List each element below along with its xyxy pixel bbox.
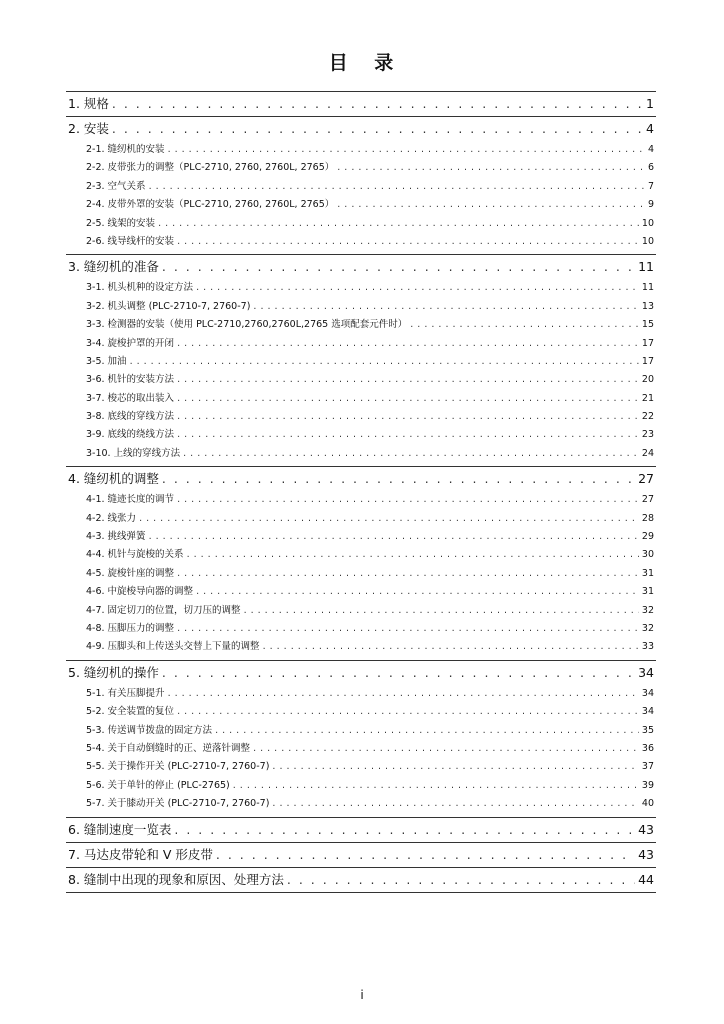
toc-subsection-entry[interactable]: [66, 583, 656, 601]
dot-leader: [177, 408, 639, 426]
dot-leader: [272, 758, 638, 776]
toc-entry-label: 3-7. 梭芯的取出装入: [86, 392, 175, 404]
toc-page-number: 11: [641, 282, 654, 294]
dot-leader: [337, 196, 645, 214]
toc-page-number: 21: [641, 392, 654, 404]
dot-leader: [177, 491, 639, 509]
toc-entry-label: 3-6. 机针的安装方法: [86, 374, 175, 386]
toc-subsection-entry[interactable]: [66, 528, 656, 546]
toc-chapter-entry[interactable]: [66, 117, 656, 141]
toc-subsection-entry[interactable]: [66, 298, 656, 316]
dot-leader: [177, 335, 639, 353]
dot-leader: [168, 141, 645, 159]
toc-entry-label: 1. 规格: [68, 96, 109, 111]
dot-leader: [139, 510, 639, 528]
toc-page-number: 23: [641, 429, 654, 441]
toc-entry-label: 4-3. 挑线弹簧: [86, 531, 146, 543]
toc-subsection-entry[interactable]: [66, 620, 656, 638]
toc-subsection-entry[interactable]: [66, 353, 656, 371]
dot-leader: [177, 703, 639, 721]
toc-page-number: 34: [638, 664, 654, 680]
toc-subsection-entry[interactable]: [66, 335, 656, 353]
dot-leader: [272, 795, 638, 813]
toc-page-number: 30: [641, 549, 654, 561]
dot-leader: [162, 467, 635, 491]
toc-entry-label: 4-7. 固定切刀的位置，切刀压的调整: [86, 604, 241, 616]
toc-subsection-entry[interactable]: [66, 703, 656, 721]
dot-leader: [287, 868, 635, 892]
footer-page-number: i: [360, 988, 364, 1002]
toc-page-number: 17: [641, 337, 654, 349]
dot-leader: [149, 178, 645, 196]
dot-leader: [263, 638, 639, 656]
toc-page-number: 34: [641, 706, 654, 718]
toc-page-number: 10: [641, 235, 654, 247]
toc-page-number: 40: [641, 798, 654, 810]
dot-leader: [177, 371, 639, 389]
toc-entry-label: 2. 安装: [68, 121, 109, 136]
dot-leader: [112, 117, 643, 141]
toc-page-number: 6: [647, 162, 654, 174]
toc-list: [66, 91, 656, 893]
toc-subsection-entry[interactable]: [66, 546, 656, 564]
toc-section: [66, 842, 656, 867]
toc-entry-label: 6. 缝制速度一览表: [68, 821, 172, 837]
toc-subsection-entry[interactable]: [66, 141, 656, 159]
dot-leader: [233, 777, 639, 795]
dot-leader: [253, 298, 638, 316]
toc-entry-label: 2-5. 线架的安装: [86, 217, 156, 229]
toc-subsection-entry[interactable]: [66, 565, 656, 583]
toc-entry-label: 3-4. 旋梭护罩的开闭: [86, 337, 175, 349]
toc-page-number: 1: [646, 96, 654, 111]
toc-subsection-entry[interactable]: [66, 390, 656, 408]
toc-page-number: 24: [641, 447, 654, 459]
dot-leader: [187, 546, 639, 564]
toc-page-number: 7: [647, 180, 654, 192]
toc-chapter-entry[interactable]: [66, 818, 656, 842]
dot-leader: [162, 661, 635, 685]
toc-page-number: 31: [641, 586, 654, 598]
toc-subsection-entry[interactable]: [66, 510, 656, 528]
toc-entry-label: 2-1. 缝纫机的安装: [86, 144, 165, 155]
toc-subsection-entry[interactable]: [66, 233, 656, 251]
toc-chapter-entry[interactable]: [66, 92, 656, 116]
toc-entry-label: 3-2. 机头调整 (PLC-2710-7, 2760-7): [86, 300, 251, 312]
toc-entry-label: 3-9. 底线的绕线方法: [86, 429, 175, 441]
toc-entry-label: 5-2. 安全装置的复位: [86, 706, 175, 718]
toc-chapter-entry[interactable]: [66, 467, 656, 491]
toc-entry-label: 3. 缝纫机的准备: [68, 259, 159, 275]
toc-page-number: 43: [638, 821, 654, 837]
dot-leader: [337, 159, 645, 177]
toc-entry-label: 5-3. 传送调节拨盘的固定方法: [86, 724, 213, 736]
toc-subsection-entry[interactable]: [66, 371, 656, 389]
toc-subsection-entry[interactable]: [66, 795, 656, 813]
dot-leader: [162, 255, 635, 279]
toc-entry-label: 2-6. 线导线杆的安装: [86, 235, 175, 247]
toc-subsection-entry[interactable]: [66, 279, 656, 297]
toc-subsection-entry[interactable]: [66, 426, 656, 444]
toc-section: [66, 466, 656, 660]
toc-page-number: 17: [641, 355, 654, 367]
toc-page-number: 27: [638, 471, 654, 487]
table-of-contents: [66, 48, 656, 893]
toc-page-number: 43: [638, 846, 654, 862]
toc-subsection-entry[interactable]: [66, 740, 656, 758]
toc-subsection-entry[interactable]: [66, 722, 656, 740]
toc-entry-label: 5-7. 关于膝动开关 (PLC-2710-7, 2760-7): [86, 798, 270, 810]
toc-subsection-entry[interactable]: [66, 638, 656, 656]
toc-entry-label: 4-4. 机针与旋梭的关系: [86, 549, 184, 561]
toc-entry-label: 3-3. 检测器的安装（使用 PLC-2710,2760,2760L,2765 选项配套元件时）: [86, 319, 408, 331]
toc-page-number: 20: [641, 374, 654, 386]
toc-page-number: 33: [641, 641, 654, 653]
toc-subsection-entry[interactable]: [66, 316, 656, 334]
toc-page-number: 31: [641, 567, 654, 579]
toc-entry-label: 4-6. 中旋梭导向器的调整: [86, 586, 194, 598]
dot-leader: [196, 583, 639, 601]
dot-leader: [174, 818, 635, 842]
toc-page-number: 29: [641, 531, 654, 543]
toc-entry-label: 3-1. 机头机种的设定方法: [86, 282, 194, 294]
toc-entry-label: 8. 缝制中出现的现象和原因、处理方法: [68, 871, 284, 887]
dot-leader: [158, 215, 639, 233]
toc-entry-label: 2-4. 皮带外罩的安装（PLC-2710, 2760, 2760L, 2765）: [86, 199, 335, 211]
toc-page-number: 15: [641, 319, 654, 331]
dot-leader: [177, 426, 639, 444]
toc-page-number: 11: [638, 259, 654, 275]
toc-page-number: 37: [641, 761, 654, 773]
toc-entry-label: 3-5. 加油: [86, 355, 127, 367]
toc-page-number: 4: [646, 121, 654, 136]
toc-subsection-entry[interactable]: [66, 408, 656, 426]
toc-entry-label: 4-5. 旋梭针座的调整: [86, 567, 175, 579]
dot-leader: [177, 390, 639, 408]
toc-subsection-entry[interactable]: [66, 215, 656, 233]
toc-section: [66, 254, 656, 466]
toc-subsection-entry[interactable]: [66, 445, 656, 463]
toc-entry-label: 4-2. 线张力: [86, 512, 137, 524]
toc-page-number: 36: [641, 742, 654, 754]
toc-entry-label: 3-10. 上线的穿线方法: [86, 447, 181, 459]
dot-leader: [177, 620, 639, 638]
toc-entry-label: 4-8. 压脚压力的调整: [86, 622, 175, 634]
toc-page-number: 44: [638, 871, 654, 887]
toc-section: [66, 116, 656, 254]
toc-section: [66, 817, 656, 842]
dot-leader: [196, 279, 639, 297]
toc-entry-label: 3-8. 底线的穿线方法: [86, 411, 175, 423]
toc-chapter-entry[interactable]: [66, 868, 656, 892]
toc-entry-label: 7. 马达皮带轮和 V 形皮带: [68, 846, 213, 862]
dot-leader: [177, 233, 639, 251]
toc-page-number: 22: [641, 411, 654, 423]
toc-page-number: 32: [641, 604, 654, 616]
toc-page-number: 13: [641, 300, 654, 312]
toc-page-number: 28: [641, 512, 654, 524]
toc-subsection-entry[interactable]: [66, 491, 656, 509]
toc-section: [66, 91, 656, 116]
dot-leader: [112, 92, 643, 116]
toc-entry-label: 5-1. 有关压脚提升: [86, 687, 165, 699]
toc-entry-label: 2-2. 皮带张力的调整（PLC-2710, 2760, 2760L, 2765）: [86, 162, 335, 174]
dot-leader: [253, 740, 639, 758]
toc-entry-label: 5. 缝纫机的操作: [68, 664, 159, 680]
dot-leader: [410, 316, 639, 334]
toc-page-number: 39: [641, 779, 654, 791]
toc-subsection-entry[interactable]: [66, 178, 656, 196]
dot-leader: [149, 528, 639, 546]
toc-entry-label: 5-4. 关于自动倒缝时的正、逆落针调整: [86, 742, 251, 754]
dot-leader: [177, 565, 639, 583]
toc-chapter-entry[interactable]: [66, 661, 656, 685]
toc-page-number: 32: [641, 622, 654, 634]
toc-entry-label: 5-5. 关于操作开关 (PLC-2710-7, 2760-7): [86, 761, 270, 773]
toc-section: [66, 867, 656, 893]
toc-entry-label: 2-3. 空气关系: [86, 180, 146, 192]
toc-chapter-entry[interactable]: [66, 255, 656, 279]
toc-entry-label: 5-6. 关于单针的停止 (PLC-2765): [86, 779, 230, 791]
toc-page-number: 27: [641, 494, 654, 506]
dot-leader: [244, 602, 639, 620]
dot-leader: [216, 843, 635, 867]
toc-entry-label: 4-9. 压脚头和上传送头交替上下量的调整: [86, 641, 260, 653]
toc-entry-label: 4. 缝纫机的调整: [68, 471, 159, 487]
dot-leader: [130, 353, 639, 371]
page-title: 目 录: [328, 52, 404, 74]
toc-subsection-entry[interactable]: [66, 758, 656, 776]
toc-page-number: 34: [641, 687, 654, 699]
toc-chapter-entry[interactable]: [66, 843, 656, 867]
toc-page-number: 35: [641, 724, 654, 736]
toc-subsection-entry[interactable]: [66, 602, 656, 620]
toc-entry-label: 4-1. 缝迹长度的调节: [86, 494, 175, 506]
toc-section: [66, 660, 656, 817]
dot-leader: [168, 685, 639, 703]
toc-subsection-entry[interactable]: [66, 777, 656, 795]
toc-page-number: 4: [647, 144, 654, 155]
toc-subsection-entry[interactable]: [66, 685, 656, 703]
toc-page-number: 10: [641, 217, 654, 229]
dot-leader: [183, 445, 639, 463]
toc-subsection-entry[interactable]: [66, 196, 656, 214]
toc-page-number: 9: [647, 199, 654, 211]
dot-leader: [215, 722, 639, 740]
toc-subsection-entry[interactable]: [66, 159, 656, 177]
